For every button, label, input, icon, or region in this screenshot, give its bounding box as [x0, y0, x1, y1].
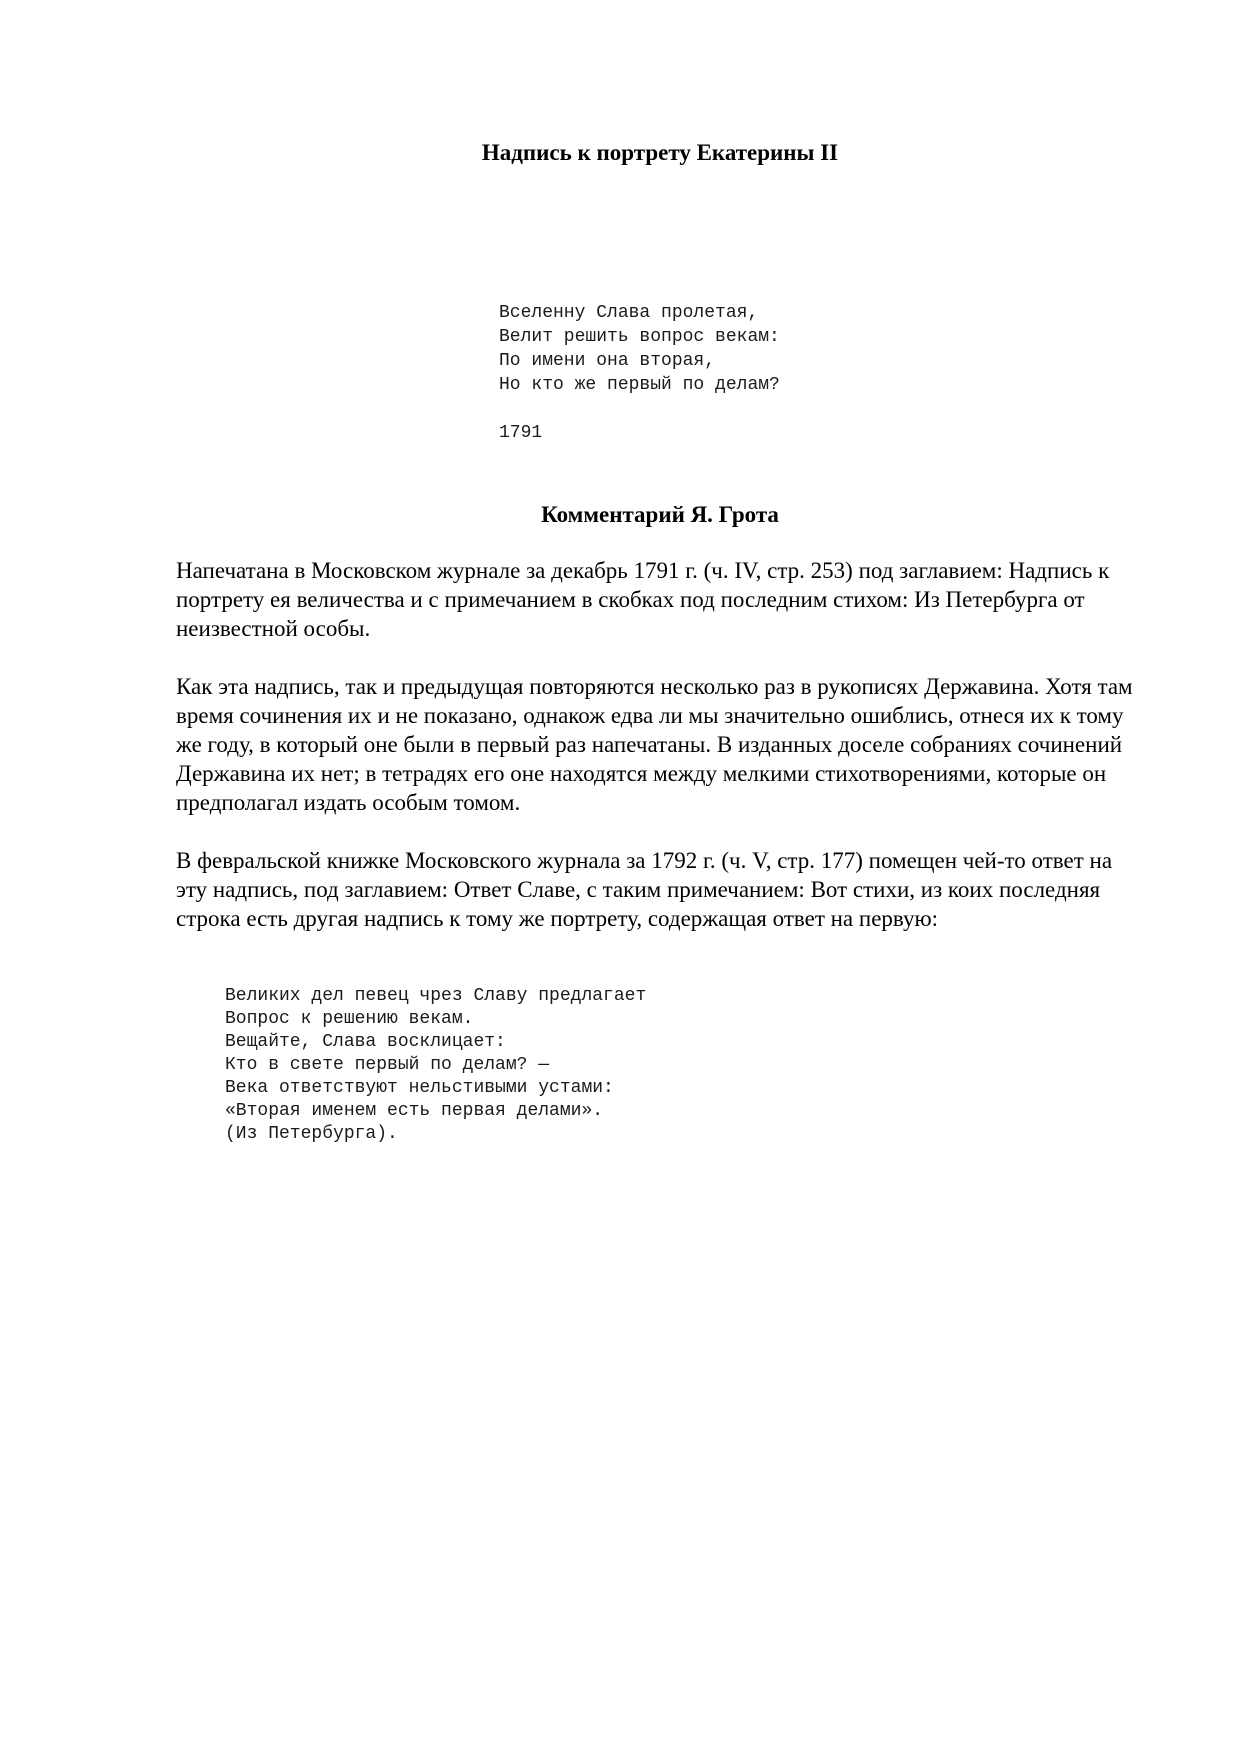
commentary-paragraph: В февральской книжке Московского журнала за 1792 г. (ч. V, стр. 177) помещен чей-то ответ на эту надпись, под заглавием: Ответ Славе, с таким примечанием: Вот стихи, из коих последняя строка есть другая надпись к тому же портрету, содержащая ответ на первую: [176, 848, 1113, 931]
poem-block [499, 301, 780, 445]
commentary-paragraph: Как эта надпись, так и предыдущая повторяются несколько раз в рукописях Державина. Хотя там время сочинения их и не показано, однакож едва ли мы значительно ошиблись, отнеся их к тому же году, в который оне были в первый раз напечатаны. В изданных доселе собраниях сочинений Державина их нет; в тетрадях его оне находятся между мелкими стихотворениями, которые он предполагал издать особым томом. [176, 674, 1133, 815]
commentary-body [176, 556, 1136, 962]
reply-poem-line: «Вторая именем есть первая делами». [225, 1101, 604, 1121]
reply-poem-line: Великих дел певец чрез Славу предлагает [225, 986, 647, 1006]
poem-line: Но кто же первый по делам? [499, 375, 780, 395]
commentary-title: Комментарий Я. Грота [541, 502, 779, 527]
commentary-paragraph: Напечатана в Московском журнале за декабрь 1791 г. (ч. IV, стр. 253) под заглавием: Надпись к портрету ея величества и с примечанием в скобках под последним стихом: Из Петербурга от неизвестной особы. [176, 558, 1110, 641]
poem-line: Велит решить вопрос векам: [499, 327, 780, 347]
reply-poem-line: Вопрос к решению векам. [225, 1009, 474, 1029]
reply-poem-line: Вещайте, Слава восклицает: [225, 1032, 506, 1052]
reply-poem-block [225, 985, 646, 1146]
poem-line: Вселенну Слава пролетая, [499, 303, 759, 323]
document-title: Надпись к портрету Екатерины II [481, 140, 839, 165]
reply-poem-line: Века ответствуют нельстивыми устами: [225, 1078, 614, 1098]
reply-poem-line: Кто в свете первый по делам? — [225, 1055, 550, 1075]
poem-year: 1791 [499, 423, 543, 443]
poem-line: По имени она вторая, [499, 351, 716, 371]
reply-poem-source: (Из Петербурга). [225, 1124, 398, 1144]
